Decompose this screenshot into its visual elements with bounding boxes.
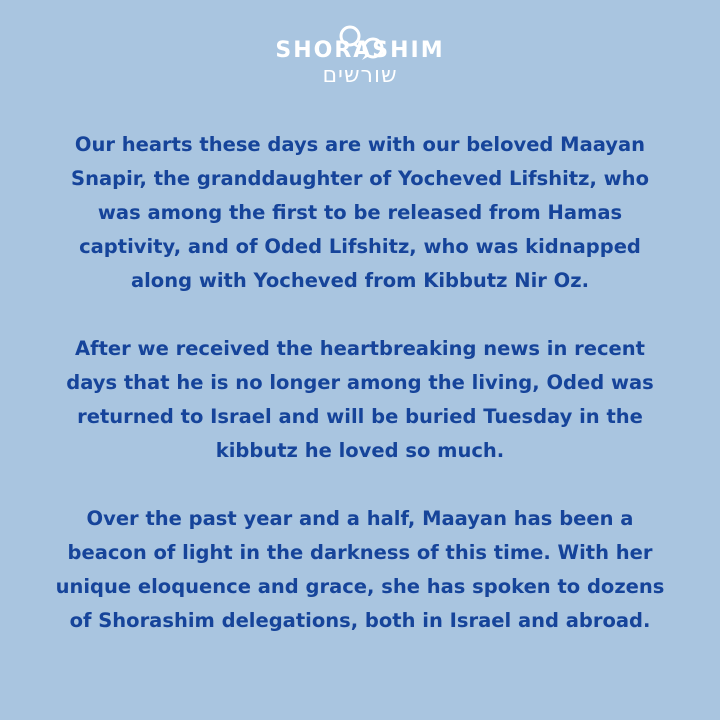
- brand-name-hebrew: שורשים: [322, 63, 398, 88]
- message-paragraph: Our hearts these days are with our beloved Maayan Snapir, the granddaughter of Yocheved Lifshitz, who was among the first to be released from Hamas captivity, and of Oded Lifshitz, who was kidnapped along with Yocheved from Kibbutz Nir Oz.: [71, 133, 649, 292]
- message-body: [50, 128, 670, 638]
- message-paragraph: Over the past year and a half, Maayan has been a beacon of light in the darkness of this time. With her unique eloquence and grace, she has spoken to dozens of Shorashim delegations, both in Israel and abroad.: [55, 507, 665, 632]
- message-paragraph: After we received the heartbreaking news in recent days that he is no longer among the living, Oded was returned to Israel and will be buried Tuesday in the kibbutz he loved so much.: [66, 337, 654, 462]
- brand-name: SHORASHIM: [275, 38, 445, 63]
